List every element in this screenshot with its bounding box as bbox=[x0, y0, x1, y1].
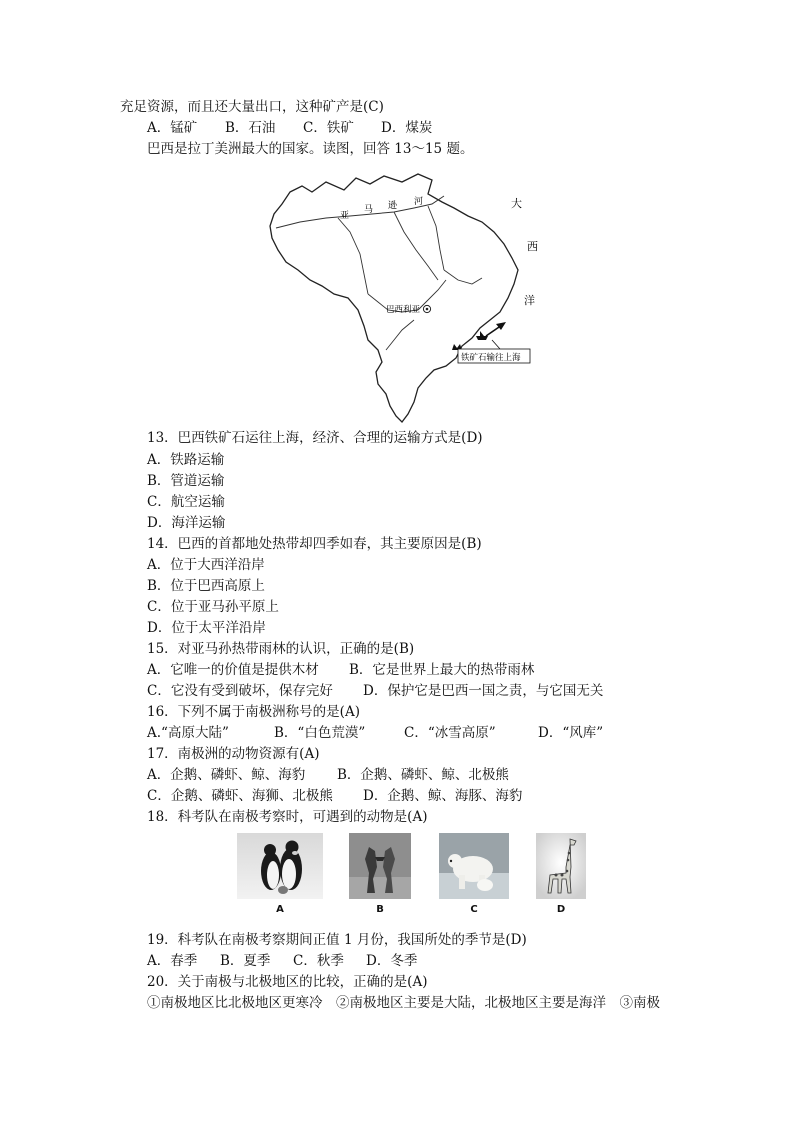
river-tributary-4 bbox=[444, 270, 482, 284]
q19-option-a: A．春季 bbox=[147, 953, 198, 969]
q19-option-c: C．秋季 bbox=[293, 953, 344, 969]
capital-dot bbox=[426, 308, 429, 311]
q16-option-b: B．“白色荒漠” bbox=[274, 725, 366, 741]
q14-option-d: D．位于太平洋沿岸 bbox=[147, 620, 266, 636]
q17-option-c: C．企鹅、磷虾、海狮、北极熊 bbox=[147, 788, 333, 804]
ship-sail-icon bbox=[480, 331, 484, 336]
q13-option-a: A．铁路运输 bbox=[147, 452, 225, 468]
river-label-2: 马 bbox=[364, 205, 374, 215]
q14-option-c: C．位于亚马孙平原上 bbox=[147, 599, 279, 615]
q16-option-c: C．“冰雪高原” bbox=[404, 725, 496, 741]
route-label: 铁矿石输往上海 bbox=[461, 353, 521, 363]
river-label-3: 逊 bbox=[388, 201, 398, 211]
ocean-label-3: 洋 bbox=[524, 294, 535, 307]
q12-option-d: D．煤炭 bbox=[381, 120, 433, 136]
photo-label-b: B bbox=[376, 904, 384, 915]
q17-option-a: A．企鹅、磷虾、鲸、海豹 bbox=[147, 767, 306, 783]
q13-option-c: C．航空运输 bbox=[147, 494, 225, 510]
q16-options bbox=[147, 723, 603, 743]
q17-stem: 17．南极洲的动物资源有(A) bbox=[147, 746, 320, 762]
brazil-outline bbox=[270, 174, 518, 422]
kangaroo-photo bbox=[349, 833, 411, 899]
q15-option-d: D．保护它是巴西一国之责，与它国无关 bbox=[363, 683, 604, 699]
q20-statements: ①南极地区比北极地区更寒冷 ②南极地区主要是大陆，北极地区主要是海洋 ③南极 bbox=[147, 995, 660, 1011]
q13-stem: 13．巴西铁矿石运往上海，经济、合理的运输方式是(D) bbox=[147, 430, 483, 446]
river-tributary-5 bbox=[418, 280, 446, 310]
brazil-map bbox=[268, 170, 538, 425]
q12-option-a: A．锰矿 bbox=[147, 120, 198, 136]
ocean-label-2: 西 bbox=[527, 240, 538, 253]
q16-option-a: A.“高原大陆” bbox=[147, 725, 229, 741]
river-tributary-1 bbox=[338, 218, 368, 294]
river-tributary-2 bbox=[394, 212, 438, 280]
q13-option-d: D．海洋运输 bbox=[147, 515, 226, 531]
q20-stem: 20．关于南极与北极地区的比较，正确的是(A) bbox=[147, 974, 428, 990]
q13-option-b: B．管道运输 bbox=[147, 473, 225, 489]
q17-options-row1 bbox=[147, 765, 509, 785]
q15-option-b: B．它是世界上最大的热带雨林 bbox=[349, 662, 535, 678]
q15-options-row2 bbox=[147, 681, 603, 701]
q19-option-b: B．夏季 bbox=[220, 953, 271, 969]
callout-line bbox=[492, 340, 500, 349]
photo-label-c: C bbox=[470, 904, 478, 915]
q12-option-b: B．石油 bbox=[225, 120, 276, 136]
q15-option-a: A．它唯一的价值是提供木材 bbox=[147, 662, 319, 678]
q12-stem-tail: 充足资源，而且还大量出口，这种矿产是(C) bbox=[120, 99, 384, 115]
river-tributary-3 bbox=[428, 206, 444, 270]
q15-options-row1 bbox=[147, 660, 534, 680]
polar-bear-photo bbox=[439, 833, 509, 899]
giraffe-photo bbox=[536, 833, 586, 899]
q12-option-c: C．铁矿 bbox=[303, 120, 354, 136]
q19-options bbox=[147, 951, 417, 971]
q14-option-a: A．位于大西洋沿岸 bbox=[147, 557, 265, 573]
q16-stem: 16．下列不属于南极洲称号的是(A) bbox=[147, 704, 360, 720]
photo-label-a: A bbox=[276, 904, 284, 915]
q15-option-c: C．它没有受到破坏，保存完好 bbox=[147, 683, 333, 699]
q17-options-row2 bbox=[147, 786, 522, 806]
q19-stem: 19．科考队在南极考察期间正值 1 月份，我国所处的季节是(D) bbox=[147, 932, 527, 948]
q17-option-d: D．企鹅、鲸、海豚、海豹 bbox=[363, 788, 523, 804]
q12-options bbox=[147, 118, 432, 138]
photo-label-d: D bbox=[556, 904, 566, 915]
intro-text: 巴西是拉丁美洲最大的国家。读图，回答 13～15 题。 bbox=[147, 141, 474, 157]
penguin-photo bbox=[237, 833, 323, 899]
q18-stem: 18．科考队在南极考察时，可遇到的动物是(A) bbox=[147, 809, 428, 825]
ocean-label-1: 大 bbox=[511, 197, 522, 210]
q16-option-d: D．“风库” bbox=[538, 725, 604, 741]
q14-option-b: B．位于巴西高原上 bbox=[147, 578, 265, 594]
river-label-1: 亚 bbox=[340, 211, 350, 221]
river-label-4: 河 bbox=[414, 197, 424, 207]
q15-stem: 15．对亚马孙热带雨林的认识，正确的是(B) bbox=[147, 641, 415, 657]
ship-icon bbox=[476, 336, 488, 340]
q17-option-b: B．企鹅、磷虾、鲸、北极熊 bbox=[337, 767, 509, 783]
q19-option-d: D．冬季 bbox=[366, 953, 418, 969]
river-tributary-7 bbox=[386, 320, 414, 350]
q14-stem: 14．巴西的首都地处热带却四季如春，其主要原因是(B) bbox=[147, 536, 482, 552]
capital-label: 巴西利亚 bbox=[386, 305, 421, 315]
